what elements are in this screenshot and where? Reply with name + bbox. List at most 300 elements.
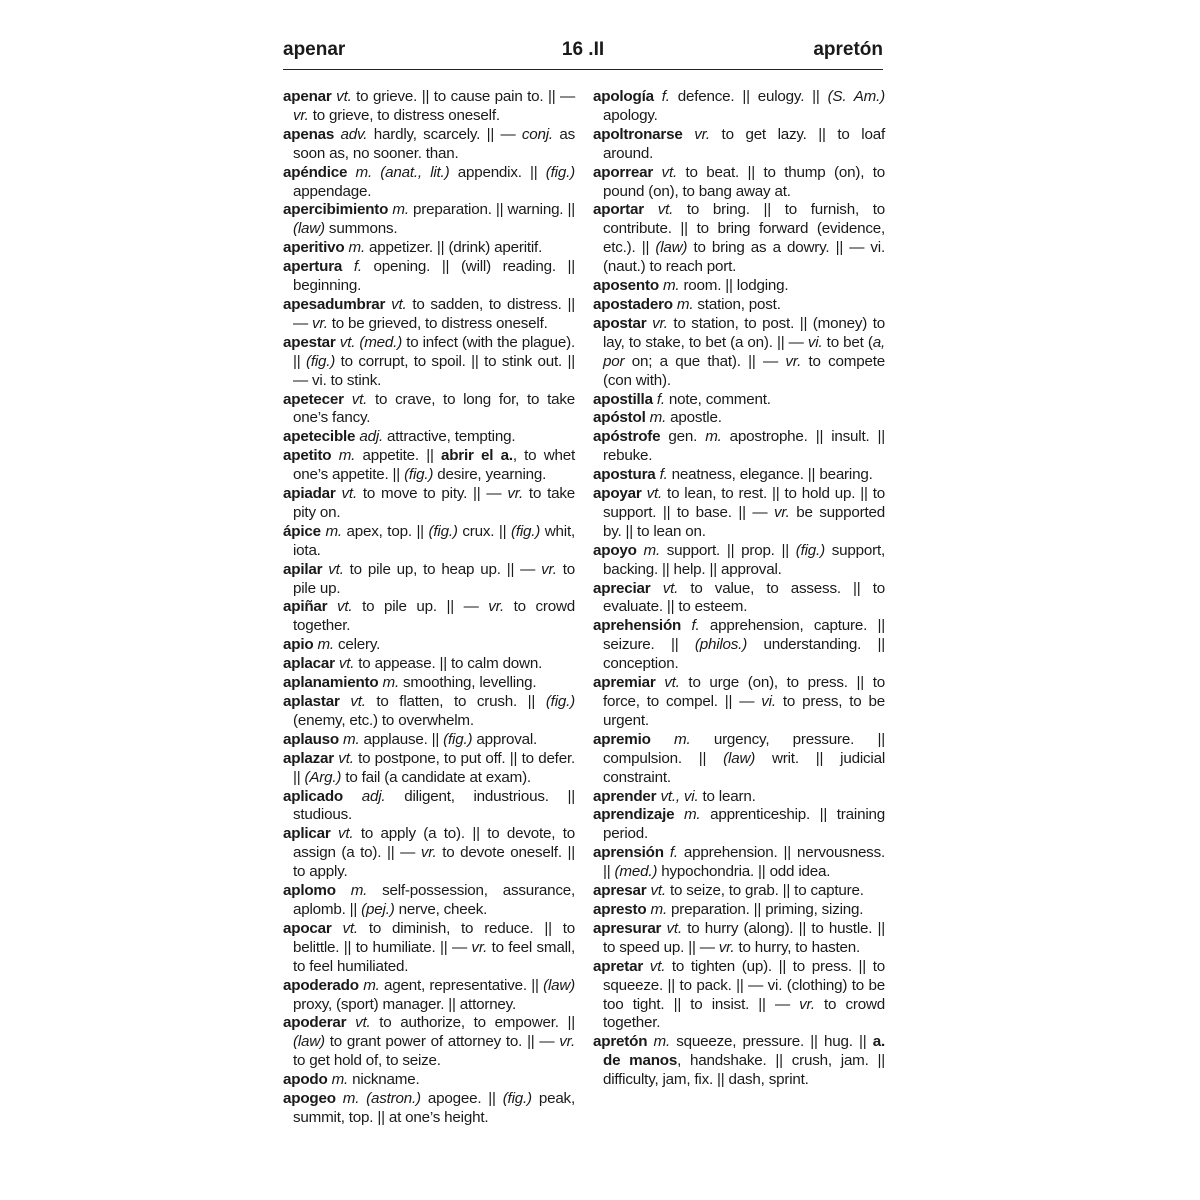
definition-text: [344, 391, 352, 408]
definition-text: urgency, pressure. || compulsion. ||: [603, 730, 885, 767]
definition-text: defence. || eulogy. ||: [669, 88, 828, 105]
grammar-label: f.: [659, 466, 668, 484]
headword: apenar: [283, 88, 332, 105]
grammar-label: m.: [392, 201, 409, 219]
dictionary-entry: [283, 655, 575, 674]
definition-text: to hurry, to hasten.: [734, 938, 860, 956]
definition-text: [347, 164, 355, 181]
grammar-label: m. (anat., lit.): [355, 163, 450, 181]
definition-text: [331, 447, 338, 464]
dictionary-entry: [283, 88, 575, 126]
definition-text: to fail (a candidate at exam).: [341, 768, 531, 786]
definition-text: to tighten (up). || to press. || to squeeze. || to pack. || — vi. (clothing) to be too tight. || to insist. || —: [603, 957, 885, 1013]
grammar-label: vr.: [488, 598, 504, 616]
grammar-label: (fig.): [510, 522, 541, 540]
headword: apiñar: [283, 598, 328, 616]
headword: apostadero: [593, 295, 673, 313]
headword: aposento: [593, 277, 659, 295]
definition-text: to grant power of attorney to. || —: [324, 1033, 560, 1051]
page-number: 16 .II: [561, 39, 605, 60]
grammar-label: vi.: [761, 693, 776, 710]
headword: apresurar: [593, 919, 662, 937]
dictionary-entry: [283, 561, 575, 599]
dictionary-entry: [283, 391, 575, 429]
grammar-label: vt.: [664, 674, 680, 692]
dictionary-entry: [593, 788, 885, 807]
grammar-label: conj.: [521, 125, 553, 143]
grammar-label: m. (astron.): [342, 1090, 421, 1108]
grammar-label: m.: [662, 277, 680, 295]
headword: apremio: [593, 730, 651, 748]
grammar-label: (pej.): [361, 900, 395, 918]
definition-text: approval.: [472, 730, 538, 748]
grammar-label: vt.: [341, 485, 357, 503]
grammar-label: vt.: [662, 579, 679, 597]
definition-text: to get hold of, to seize.: [293, 1052, 441, 1070]
grammar-label: vr.: [293, 106, 309, 124]
dictionary-entry: [283, 1071, 575, 1090]
dictionary-entry: [283, 523, 575, 561]
grammar-label: (philos.): [694, 636, 748, 654]
headword: apoderado: [283, 976, 359, 994]
dictionary-entry: [283, 334, 575, 391]
headword: apoyar: [593, 485, 642, 503]
phrase: abrir el a.: [440, 447, 513, 465]
definition-text: [683, 126, 695, 143]
definition-text: summons.: [324, 220, 398, 238]
definition-text: [653, 164, 662, 181]
grammar-label: f.: [691, 617, 700, 635]
definition-text: to crave, to long for, to take one’s fancy.: [293, 390, 575, 427]
grammar-label: (law): [293, 220, 325, 238]
definition-text: to grieve. || to cause pain to. || —: [351, 88, 575, 105]
grammar-label: m.: [676, 295, 694, 313]
definition-text: [332, 920, 343, 937]
grammar-label: vt.: [657, 201, 674, 219]
dictionary-entry: [593, 1033, 885, 1090]
definition-text: appendix. ||: [449, 163, 546, 181]
grammar-label: vt.: [342, 919, 358, 937]
headword: aprendizaje: [593, 806, 675, 824]
definition-text: to lean, to rest. || to hold up. || to support. || to base. || —: [603, 485, 885, 521]
grammar-label: m.: [649, 409, 667, 427]
headword: aprensión: [593, 844, 664, 862]
definition-text: [674, 806, 684, 823]
headword: apogeo: [283, 1090, 336, 1108]
grammar-label: (fig.): [795, 541, 825, 559]
headword: aporrear: [593, 163, 654, 181]
definition-text: to crowd together.: [293, 598, 575, 635]
grammar-label: vr.: [312, 314, 328, 332]
grammar-label: vr.: [559, 1033, 575, 1051]
definition-text: diligent, industrious. || studious.: [293, 787, 575, 824]
definition-text: station, post.: [693, 295, 781, 313]
grammar-label: vt.: [650, 882, 666, 900]
grammar-label: f.: [353, 258, 362, 276]
dictionary-entry: [593, 882, 885, 901]
definition-text: [342, 258, 354, 275]
headword: apiadar: [283, 485, 336, 503]
definition-text: preparation. || warning. ||: [408, 201, 575, 219]
right-guide-word: apretón: [813, 39, 883, 60]
definition-text: to value, to assess. || to evaluate. || to esteem.: [603, 579, 885, 616]
definition-text: to pile up. || —: [352, 598, 489, 616]
grammar-label: m.: [343, 730, 360, 748]
definition-text: to press, to be urgent.: [603, 693, 886, 729]
grammar-label: vr.: [799, 995, 815, 1013]
definition-text: support, backing. || help. || approval.: [603, 541, 885, 578]
definition-text: to bring. || to furnish, to contribute. || to bring forward (evidence, etc.). ||: [603, 201, 885, 257]
definition-text: to pile up, to heap up. || —: [343, 560, 542, 578]
definition-text: to corrupt, to spoil. || to stink out. || — vi. to stink.: [293, 352, 576, 389]
headword: apresar: [593, 882, 647, 900]
headword: aplazar: [283, 749, 334, 767]
definition-text: , to whet one’s appetite. ||: [293, 447, 575, 484]
grammar-label: adj.: [361, 787, 386, 805]
definition-text: self-possession, assurance, aplomb. ||: [293, 882, 575, 918]
definition-text: appetizer. || (drink) aperitif.: [365, 239, 543, 257]
headword: apoltronarse: [593, 125, 683, 143]
definition-text: apprehension, capture. || seizure. ||: [603, 617, 885, 654]
headword: apoderar: [283, 1014, 347, 1032]
grammar-label: vr.: [785, 352, 802, 370]
dictionary-entry: [593, 485, 885, 542]
headword: aplastar: [283, 693, 340, 710]
definition-text: [346, 1014, 355, 1031]
headword: apóstol: [593, 409, 646, 427]
definition-text: opening. || (will) reading. || beginning.: [293, 258, 575, 295]
headword: apremiar: [593, 674, 656, 692]
headword: apostar: [593, 314, 647, 332]
dictionary-entry: [593, 466, 885, 485]
grammar-label: (fig.): [545, 693, 575, 710]
definition-text: to bet (: [822, 333, 873, 351]
dictionary-entry: [283, 693, 575, 731]
definition-text: [343, 788, 362, 805]
definition-text: apprehension. || nervousness. ||: [603, 844, 885, 881]
dictionary-entry: [593, 958, 885, 1034]
grammar-label: vt.: [328, 560, 344, 578]
grammar-label: m.: [643, 541, 660, 559]
grammar-label: (fig.): [404, 466, 434, 484]
headword: aplicar: [283, 825, 331, 843]
definition-text: to take pity on.: [293, 485, 575, 521]
headword: apocar: [283, 919, 332, 937]
definition-text: support. || prop. ||: [660, 541, 796, 559]
grammar-label: vr.: [773, 503, 790, 521]
dictionary-entry: [593, 277, 885, 296]
grammar-label: m.: [653, 1033, 671, 1051]
definition-text: on; a que that). || —: [624, 352, 786, 370]
dictionary-entry: [593, 674, 885, 731]
dictionary-entry: [283, 296, 575, 334]
definition-text: apprenticeship. || training period.: [603, 806, 885, 843]
definition-text: to learn.: [698, 787, 756, 805]
dictionary-entry: [593, 428, 885, 466]
definition-text: smoothing, levelling.: [399, 674, 537, 692]
headword: apodo: [283, 1071, 328, 1089]
headword: aperitivo: [283, 239, 345, 257]
dictionary-entry: [593, 731, 885, 788]
grammar-label: (fig.): [428, 522, 458, 540]
definition-text: nickname.: [348, 1071, 420, 1089]
definition-text: apostle.: [666, 409, 722, 427]
dictionary-entry: [283, 1014, 575, 1071]
headword: apercibimiento: [283, 201, 389, 219]
dictionary-entry: [593, 88, 885, 126]
dictionary-entry: [283, 201, 575, 239]
grammar-label: vt.: [336, 88, 352, 105]
grammar-label: (law): [723, 749, 756, 767]
grammar-label: (law): [655, 239, 688, 257]
definition-text: apogee. ||: [420, 1090, 503, 1108]
grammar-label: vt.: [355, 1014, 371, 1032]
grammar-label: vr.: [541, 560, 557, 578]
grammar-label: vt.: [338, 825, 354, 843]
definition-text: agent, representative. ||: [379, 976, 544, 994]
grammar-label: vt.: [338, 749, 354, 767]
definition-text: to flatten, to crush. ||: [365, 693, 546, 710]
grammar-label: vr.: [507, 485, 524, 503]
dictionary-entry: [283, 1090, 575, 1128]
definition-text: appetite. ||: [355, 447, 441, 465]
definition-text: [340, 693, 351, 710]
definition-text: be supported by. || to lean on.: [603, 503, 885, 540]
grammar-label: m.: [350, 882, 368, 900]
headword: apostilla: [593, 390, 653, 408]
grammar-label: m.: [325, 522, 342, 540]
definition-text: to apply (a to). || to devote, to assign (a to). || —: [293, 825, 575, 862]
dictionary-entry: [283, 788, 575, 826]
grammar-label: vi.: [807, 333, 823, 351]
headword: apilar: [283, 560, 323, 578]
definition-text: [644, 201, 658, 218]
grammar-label: vt.: [337, 598, 353, 616]
headword: apesadumbrar: [283, 295, 386, 313]
definition-text: proxy, (sport) manager. || attorney.: [293, 995, 516, 1013]
definition-text: to authorize, to empower. ||: [370, 1014, 575, 1032]
definition-text: note, comment.: [664, 390, 771, 408]
dictionary-entry: [593, 920, 885, 958]
dictionary-entry: [593, 580, 885, 618]
dictionary-entry: [283, 447, 575, 485]
headword: apio: [283, 636, 314, 654]
definition-text: to get lazy. || to loaf around.: [603, 125, 885, 162]
grammar-label: m.: [705, 428, 722, 446]
definition-text: apology.: [603, 106, 658, 124]
definition-text: as soon as, no sooner. than.: [293, 125, 575, 162]
headword: aplomo: [283, 882, 336, 900]
headword: apoyo: [593, 541, 637, 559]
grammar-label: vt.: [649, 957, 666, 975]
definition-text: applause. ||: [359, 730, 444, 748]
grammar-label: vt., vi.: [660, 787, 699, 805]
definition-text: to sadden, to distress. || —: [293, 295, 575, 332]
grammar-label: vt. (med.): [339, 333, 403, 351]
definition-text: hardly, scarcely. || —: [367, 125, 522, 143]
headword: apetecible: [283, 428, 356, 446]
dictionary-entry: [593, 126, 885, 164]
definition-text: attractive, tempting.: [383, 428, 516, 446]
dictionary-entry: [593, 409, 885, 428]
headword: apenas: [283, 125, 335, 143]
dictionary-entry: [593, 542, 885, 580]
dictionary-entry: [283, 428, 575, 447]
grammar-label: vr.: [420, 844, 437, 862]
grammar-label: m.: [317, 636, 334, 654]
grammar-label: (law): [293, 1033, 325, 1051]
grammar-label: m.: [363, 976, 380, 994]
definition-text: [336, 1090, 343, 1107]
definition-text: to be grieved, to distress oneself.: [327, 314, 548, 332]
definition-text: hypochondria. || odd idea.: [657, 863, 831, 881]
headword: apresto: [593, 900, 647, 918]
definition-text: to seize, to grab. || to capture.: [665, 882, 864, 900]
definition-text: to hurry (along). || to hustle. || to speed up. || —: [603, 919, 885, 956]
definition-text: [637, 542, 644, 559]
dictionary-entry: [283, 977, 575, 1015]
grammar-label: vr.: [718, 938, 735, 956]
grammar-label: m.: [650, 900, 667, 918]
grammar-label: vr.: [471, 938, 488, 956]
dictionary-entry: [283, 598, 575, 636]
grammar-label: a, por: [603, 333, 885, 370]
headword: apetecer: [283, 390, 344, 408]
grammar-label: vr.: [694, 125, 710, 143]
definition-text: room. || lodging.: [679, 277, 789, 295]
definition-text: desire, yearning.: [433, 466, 547, 484]
definition-text: gen.: [660, 428, 706, 446]
right-column: [593, 88, 885, 1090]
grammar-label: (med.): [614, 863, 658, 881]
grammar-label: (S. Am.): [827, 88, 885, 105]
dictionary-entry: [283, 239, 575, 258]
headword: apreciar: [593, 579, 651, 597]
grammar-label: (fig.): [443, 730, 473, 748]
headword: aprender: [593, 787, 657, 805]
grammar-label: vt.: [338, 655, 355, 673]
grammar-label: m.: [338, 447, 356, 465]
dictionary-entry: [283, 485, 575, 523]
definition-text: to diminish, to reduce. || to belittle. || to humiliate. || —: [293, 919, 575, 956]
definition-text: [331, 825, 338, 842]
grammar-label: adj.: [359, 428, 384, 446]
definition-text: to move to pity. || —: [356, 485, 508, 503]
grammar-label: (fig.): [305, 352, 336, 370]
grammar-label: vt.: [350, 693, 366, 710]
definition-text: to grieve, to distress oneself.: [308, 106, 500, 124]
grammar-label: f.: [669, 844, 678, 862]
definition-text: neatness, elegance. || bearing.: [667, 466, 873, 484]
dictionary-entry: [593, 901, 885, 920]
dictionary-entry: [593, 164, 885, 202]
definition-text: [643, 958, 650, 975]
headword: aportar: [593, 201, 644, 219]
grammar-label: m.: [348, 239, 366, 257]
headword: ápice: [283, 522, 321, 540]
definition-text: [656, 674, 665, 691]
definition-text: writ. || judicial constraint.: [603, 749, 885, 786]
definition-text: appendage.: [293, 182, 372, 200]
definition-text: , handshake. || crush, jam. || difficulty, jam, fix. || dash, sprint.: [603, 1052, 886, 1089]
definition-text: crux. ||: [457, 522, 511, 540]
headword: apóstrofe: [593, 428, 661, 446]
definition-text: apostrophe. || insult. || rebuke.: [603, 428, 885, 465]
definition-text: to appease. || to calm down.: [354, 655, 543, 673]
headword: aplauso: [283, 730, 339, 748]
definition-text: to devote oneself. || to apply.: [293, 844, 576, 881]
headword: aplanamiento: [283, 674, 379, 692]
grammar-label: f.: [656, 390, 665, 408]
grammar-label: vr.: [652, 314, 668, 332]
grammar-label: (law): [543, 976, 575, 994]
headword: apretón: [593, 1033, 648, 1051]
definition-text: to postpone, to put off. || to defer. ||: [293, 749, 575, 786]
definition-text: to urge (on), to press. || to force, to compel. || —: [603, 674, 885, 710]
dictionary-entry: [593, 296, 885, 315]
dictionary-entry: [283, 636, 575, 655]
headword: apetito: [283, 447, 332, 465]
definition-text: apex, top. ||: [341, 522, 429, 540]
dictionary-entry: [283, 882, 575, 920]
dictionary-entry: [283, 164, 575, 202]
dictionary-entry: [593, 806, 885, 844]
definition-text: to compete (con with).: [603, 352, 885, 389]
grammar-label: vt.: [351, 390, 368, 408]
dictionary-entry: [283, 674, 575, 693]
dictionary-entry: [593, 391, 885, 410]
grammar-label: vt.: [646, 485, 663, 503]
dictionary-entry: [283, 920, 575, 977]
grammar-label: vt.: [666, 919, 682, 937]
definition-text: (enemy, etc.) to overwhelm.: [293, 711, 474, 729]
definition-text: peak, summit, top. || at one’s height.: [293, 1090, 575, 1126]
dictionary-entry: [283, 258, 575, 296]
definition-text: nerve, cheek.: [394, 900, 488, 918]
definition-text: understanding. || conception.: [603, 636, 886, 673]
grammar-label: m.: [683, 806, 701, 824]
dictionary-entry: [593, 617, 885, 674]
grammar-label: (fig.): [545, 163, 575, 181]
definition-text: [327, 598, 337, 615]
left-guide-word: apenar: [283, 39, 346, 60]
left-column: [283, 88, 575, 1128]
dictionary-entry: [283, 750, 575, 788]
definition-text: [651, 580, 663, 597]
grammar-label: m.: [382, 674, 400, 692]
headword: aplacar: [283, 655, 335, 673]
definition-text: squeeze, pressure. || hug. ||: [670, 1033, 873, 1051]
dictionary-entry: [593, 315, 885, 391]
definition-text: to beat. || to thump (on), to pound (on), to bang away at.: [603, 163, 885, 200]
dictionary-entry: [593, 844, 885, 882]
dictionary-entry: [283, 126, 575, 164]
headword: aprehensión: [593, 617, 682, 635]
grammar-label: f.: [661, 88, 670, 105]
phrase: a. de manos: [603, 1033, 885, 1070]
definition-text: [651, 731, 674, 748]
definition-text: [681, 617, 691, 634]
definition-text: to station, to post. || (money) to lay, to stake, to bet (a on). || —: [603, 314, 885, 351]
definition-text: whit, iota.: [293, 522, 575, 559]
headword: apéndice: [283, 163, 348, 181]
definition-text: preparation. || priming, sizing.: [666, 900, 864, 918]
headword: apertura: [283, 258, 343, 276]
definition-text: to bring as a dowry. || — vi. (naut.) to reach port.: [603, 239, 885, 276]
dictionary-entry: [283, 825, 575, 882]
definition-text: to infect (with the plague). ||: [293, 333, 576, 370]
headword: apostura: [593, 466, 656, 484]
